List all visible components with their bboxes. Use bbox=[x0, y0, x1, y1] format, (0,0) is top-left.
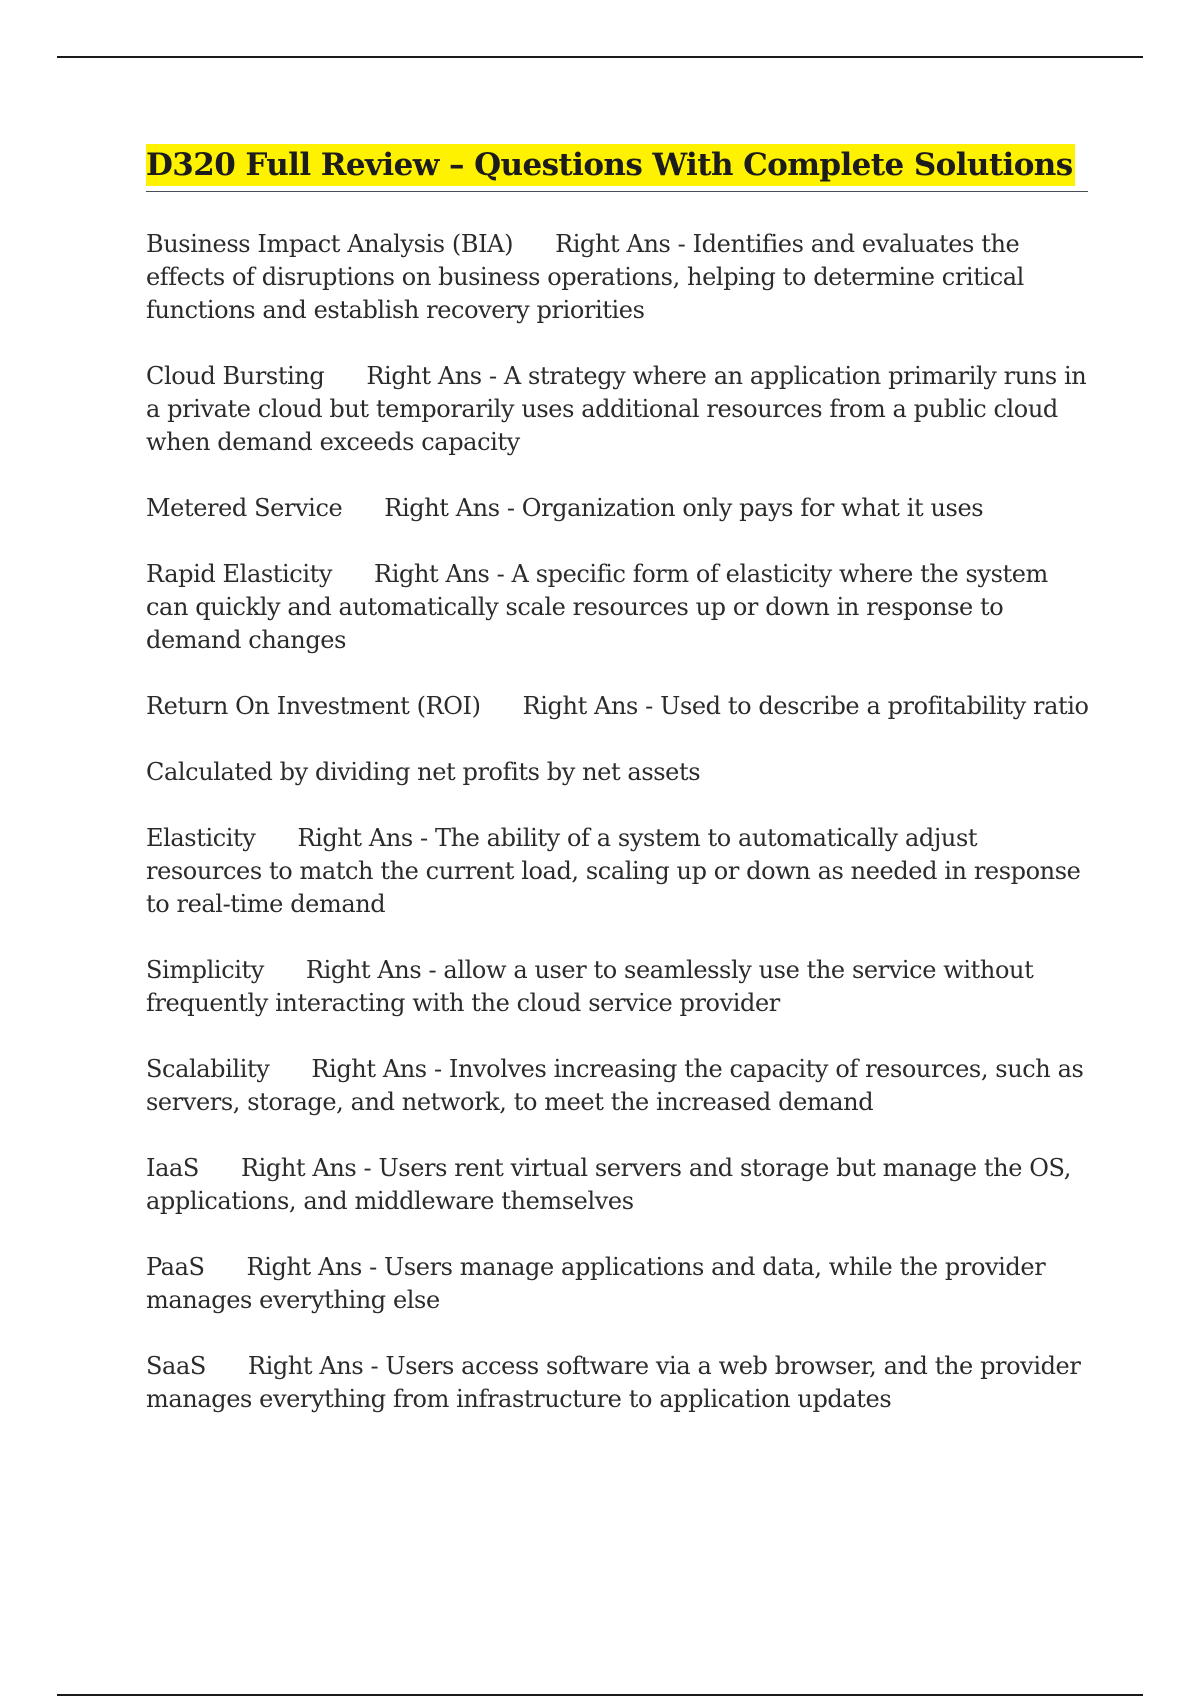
entry-term: Cloud Bursting bbox=[146, 362, 325, 390]
qa-entry bbox=[146, 492, 1096, 525]
entry-definition: Right Ans - The ability of a system to automatically adjust resources to match the current load, scaling up or down as needed in response to real-time demand bbox=[146, 824, 1081, 918]
entry-term: Scalability bbox=[146, 1055, 270, 1083]
entry-term: Elasticity bbox=[146, 824, 256, 852]
qa-entry bbox=[146, 756, 1096, 789]
entry-definition: Right Ans - Users access software via a web browser, and the provider manages everything from infrastructure to application updates bbox=[146, 1352, 1081, 1413]
entry-term: Simplicity bbox=[146, 956, 264, 984]
qa-entry bbox=[146, 228, 1096, 327]
entry-definition: Calculated by dividing net profits by net assets bbox=[146, 758, 701, 786]
qa-entry bbox=[146, 822, 1096, 921]
entry-definition: Right Ans - Identifies and evaluates the effects of disruptions on business operations, helping to determine critical functions and establish recovery priorities bbox=[146, 230, 1024, 324]
entry-definition: Right Ans - Used to describe a profitability ratio bbox=[522, 692, 1089, 720]
footer-rule bbox=[57, 1694, 1143, 1696]
qa-entry bbox=[146, 1053, 1096, 1119]
entry-definition: Right Ans - Involves increasing the capacity of resources, such as servers, storage, and network, to meet the increased demand bbox=[146, 1055, 1084, 1116]
entry-term: PaaS bbox=[146, 1253, 205, 1281]
entry-definition: Right Ans - A strategy where an application primarily runs in a private cloud but temporarily uses additional resources from a public cloud when demand exceeds capacity bbox=[146, 362, 1087, 456]
qa-entry bbox=[146, 954, 1096, 1020]
entry-definition: Right Ans - Organization only pays for what it uses bbox=[384, 494, 984, 522]
entry-term: SaaS bbox=[146, 1352, 206, 1380]
entry-definition: Right Ans - Users manage applications and data, while the provider manages everything else bbox=[146, 1253, 1046, 1314]
entry-definition: Right Ans - allow a user to seamlessly use the service without frequently interacting with the cloud service provider bbox=[146, 956, 1034, 1017]
header-rule bbox=[57, 56, 1143, 58]
qa-entry bbox=[146, 360, 1096, 459]
entry-definition: Right Ans - Users rent virtual servers and storage but manage the OS, applications, and middleware themselves bbox=[146, 1154, 1071, 1215]
qa-entry bbox=[146, 1152, 1096, 1218]
document-title: D320 Full Review – Questions With Complete Solutions bbox=[146, 144, 1075, 186]
entry-term: Rapid Elasticity bbox=[146, 560, 333, 588]
entry-term: Business Impact Analysis (BIA) bbox=[146, 230, 514, 258]
entry-term: Metered Service bbox=[146, 494, 343, 522]
entry-term: IaaS bbox=[146, 1154, 199, 1182]
entry-definition: Right Ans - A specific form of elasticity where the system can quickly and automatically scale resources up or down in response to demand changes bbox=[146, 560, 1048, 654]
qa-entry bbox=[146, 558, 1096, 657]
title-block bbox=[146, 144, 1088, 192]
qa-entry-list bbox=[146, 228, 1096, 1449]
qa-entry bbox=[146, 1251, 1096, 1317]
qa-entry bbox=[146, 690, 1096, 723]
qa-entry bbox=[146, 1350, 1096, 1416]
entry-term: Return On Investment (ROI) bbox=[146, 692, 481, 720]
